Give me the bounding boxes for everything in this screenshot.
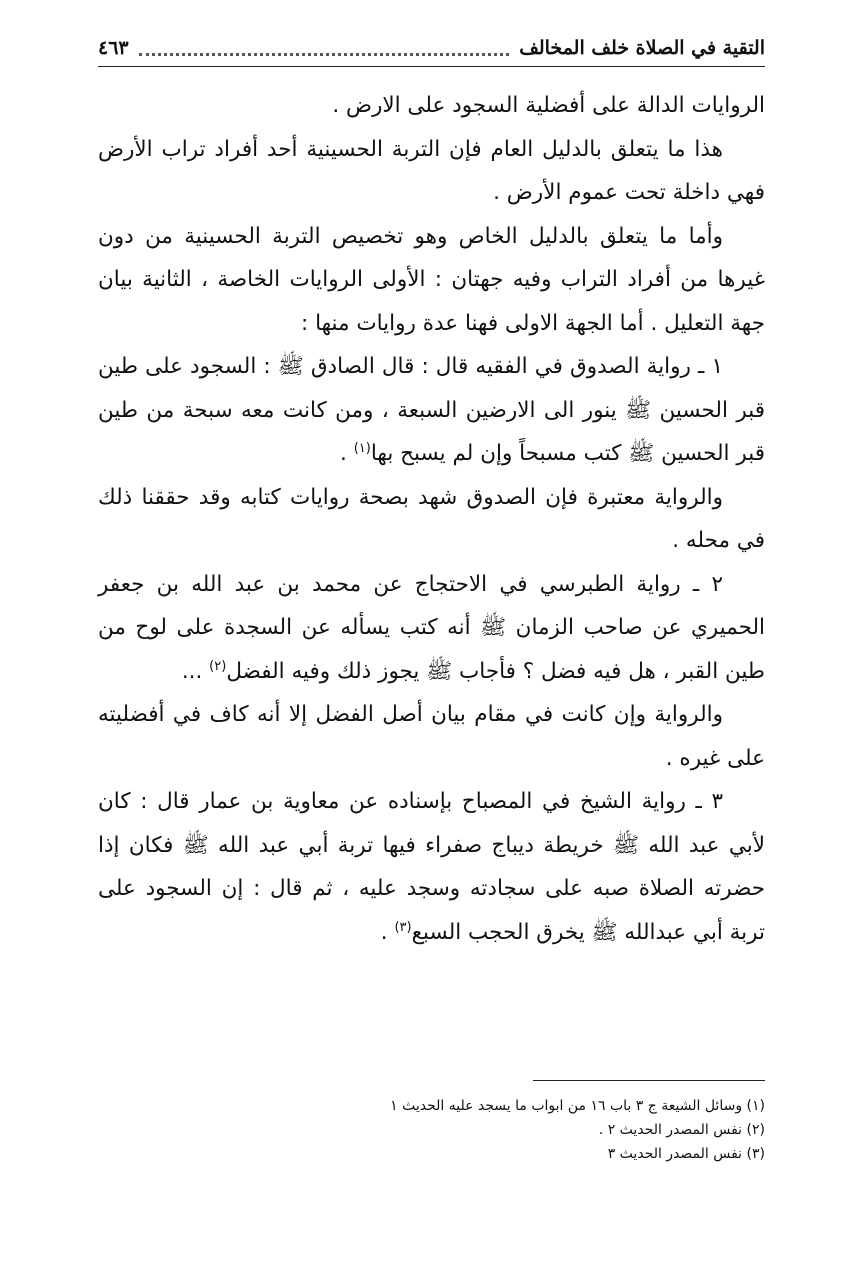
paragraph: هذا ما يتعلق بالدليل العام فإن التربة الحسينية أحد أفراد تراب الأرض فهي داخلة تحت عموم الأرض . (98, 136, 765, 205)
sentence-end: . (380, 919, 395, 945)
paragraph (98, 345, 765, 476)
sentence-end: . (340, 441, 354, 466)
paragraph: وأما ما يتعلق بالدليل الخاص وهو تخصيص التربة الحسينية من دون غيرها من أفراد التراب وفيه جهتان : الأولى الروايات الخاصة ، الثانية بيان جهة التعليل . أما الجهة الاولى فهنا عدة روايات منها : (98, 223, 765, 336)
page-number: ٤٦٣ (98, 37, 129, 59)
footnotes (98, 1094, 765, 1166)
paragraph: الروايات الدالة على أفضلية السجود على الارض . (332, 93, 765, 118)
paragraph: والرواية معتبرة فإن الصدوق شهد بصحة روايات كتابه وقد حققنا ذلك في محله . (98, 484, 765, 553)
narration-text: ٢ ـ رواية الطبرسي في الاحتجاج عن محمد بن عبد الله بن جعفر الحميري عن صاحب الزمان ﷺ أنه كتب يسأله عن السجدة على لوح من طين القبر ، هل فيه فضل ؟ فأجاب ﷺ يجوز ذلك وفيه الفضل (98, 571, 765, 684)
footnote-ref: (٢) (209, 658, 227, 674)
sentence-end: ... (181, 658, 210, 684)
running-header (98, 30, 765, 67)
leader-dots (139, 52, 510, 56)
narration-text: ٣ ـ رواية الشيخ في المصباح بإسناده عن معاوية بن عمار قال : كان لأبي عبد الله ﷺ خريطة ديباج صفراء فيها تربة أبي عبد الله ﷺ فكان إذا حضرته الصلاة صبه على سجادته وسجد عليه ، ثم قال : إن السجود على تربة أبي عبدالله ﷺ يخرق الحجب السبع (98, 789, 765, 945)
footnote-ref: (١) (353, 440, 371, 456)
paragraph: والرواية وإن كانت في مقام بيان أصل الفضل إلا أنه كاف في أفضليته على غيره . (98, 702, 765, 771)
main-text (98, 84, 765, 954)
paragraph (98, 780, 765, 954)
paragraph (98, 563, 765, 694)
footnote: (١) وسائل الشيعة ج ٣ باب ١٦ من ابواب ما يسجد عليه الحديث ١ (390, 1098, 765, 1114)
footnote: (٢) نفس المصدر الحديث ٢ . (598, 1122, 765, 1138)
narration-text: ١ ـ رواية الصدوق في الفقيه قال : قال الصادق ﷺ : السجود على طين قبر الحسين ﷺ ينور الى الارضين السبعة ، ومن كانت معه سبحة من طين قبر الحسين ﷺ كتب مسبحاً وإن لم يسبح بها (98, 354, 765, 466)
chapter-title: التقية في الصلاة خلف المخالف (519, 37, 765, 59)
footnote: (٣) نفس المصدر الحديث ٣ (607, 1146, 765, 1162)
footnote-separator (533, 1080, 765, 1081)
footnote-ref: (٣) (394, 919, 412, 935)
